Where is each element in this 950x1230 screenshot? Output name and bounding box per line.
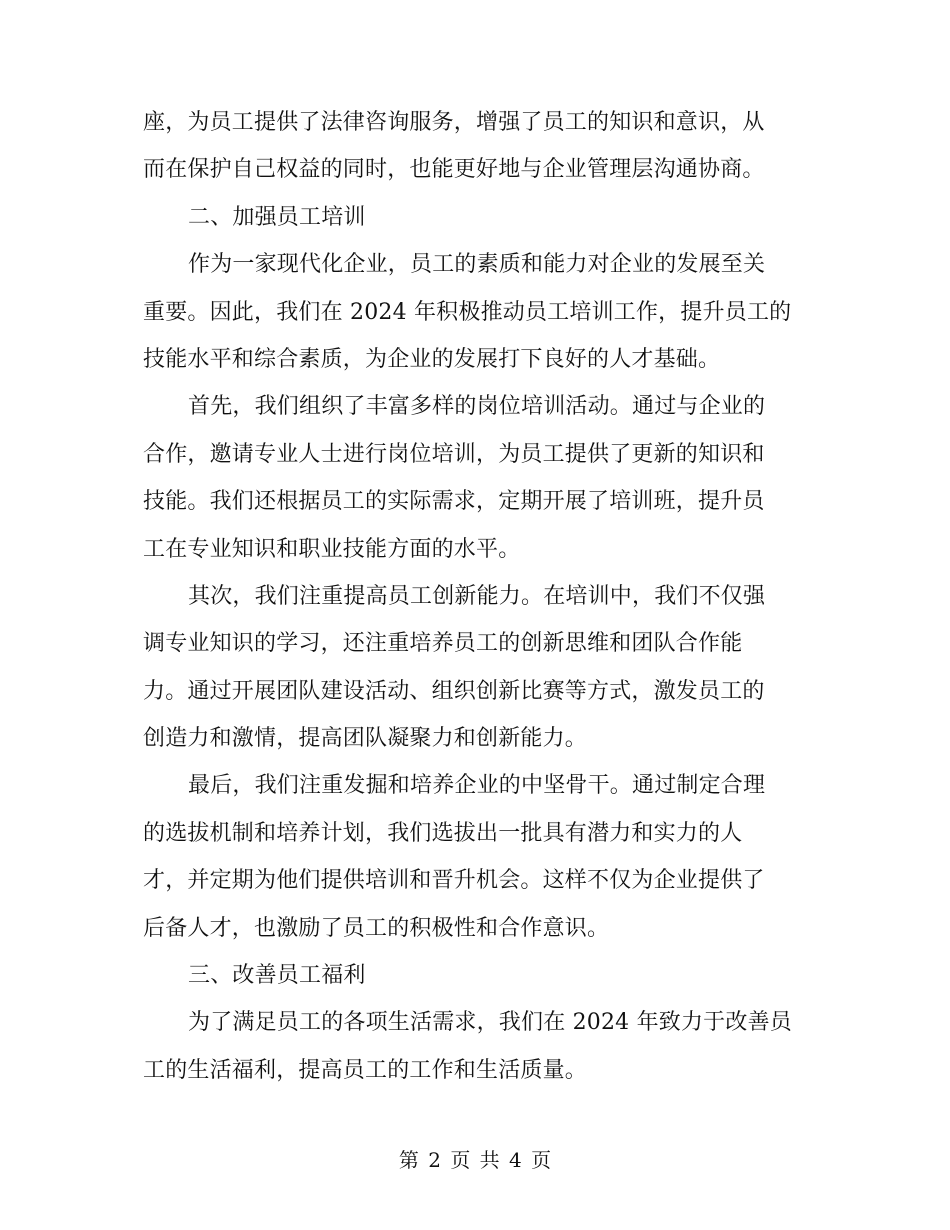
text-line: 才，并定期为他们提供培训和晋升机会。这样不仅为企业提供了 (143, 868, 765, 894)
text-line: 技能水平和综合素质，为企业的发展打下良好的人才基础。 (143, 346, 721, 372)
text-line: 工的生活福利，提高员工的工作和生活质量。 (143, 1057, 588, 1083)
paragraph-first-line: 其次，我们注重提高员工创新能力。在培训中，我们不仅强 (188, 583, 766, 609)
text-line: 创造力和激情，提高团队凝聚力和创新能力。 (143, 726, 588, 752)
text-line: 工在专业知识和职业技能方面的水平。 (143, 536, 521, 562)
paragraph-first-line: 作为一家现代化企业，员工的素质和能力对企业的发展至关 (188, 252, 766, 278)
paragraph-first-line: 首先，我们组织了丰富多样的岗位培训活动。通过与企业的 (188, 394, 766, 420)
paragraph-first-line: 为了满足员工的各项生活需求，我们在 2024 年致力于改善员 (188, 1010, 792, 1036)
text-line: 后备人才，也激励了员工的积极性和合作意识。 (143, 915, 610, 941)
paragraph-first-line: 最后，我们注重发掘和培养企业的中坚骨干。通过制定合理 (188, 773, 766, 799)
text-line: 调专业知识的学习，还注重培养员工的创新思维和团队合作能 (143, 631, 743, 657)
text-line: 合作，邀请专业人士进行岗位培训，为员工提供了更新的知识和 (143, 441, 765, 467)
paragraph-first-line: 二、加强员工培训 (188, 204, 366, 230)
page-footer: 第 2 页 共 4 页 (398, 1148, 552, 1172)
text-line: 技能。我们还根据员工的实际需求，定期开展了培训班，提升员 (143, 489, 765, 515)
text-line: 的选拔机制和培养计划，我们选拔出一批具有潜力和实力的人 (143, 820, 743, 846)
text-line: 重要。因此，我们在 2024 年积极推动员工培训工作，提升员工的 (143, 299, 792, 325)
text-line: 力。通过开展团队建设活动、组织创新比赛等方式，激发员工的 (143, 678, 765, 704)
document-body (143, 99, 811, 1094)
text-line: 座，为员工提供了法律咨询服务，增强了员工的知识和意识，从 (143, 110, 765, 135)
text-line: 而在保护自己权益的同时，也能更好地与企业管理层沟通协商。 (143, 157, 765, 183)
paragraph-first-line: 三、改善员工福利 (188, 963, 366, 989)
